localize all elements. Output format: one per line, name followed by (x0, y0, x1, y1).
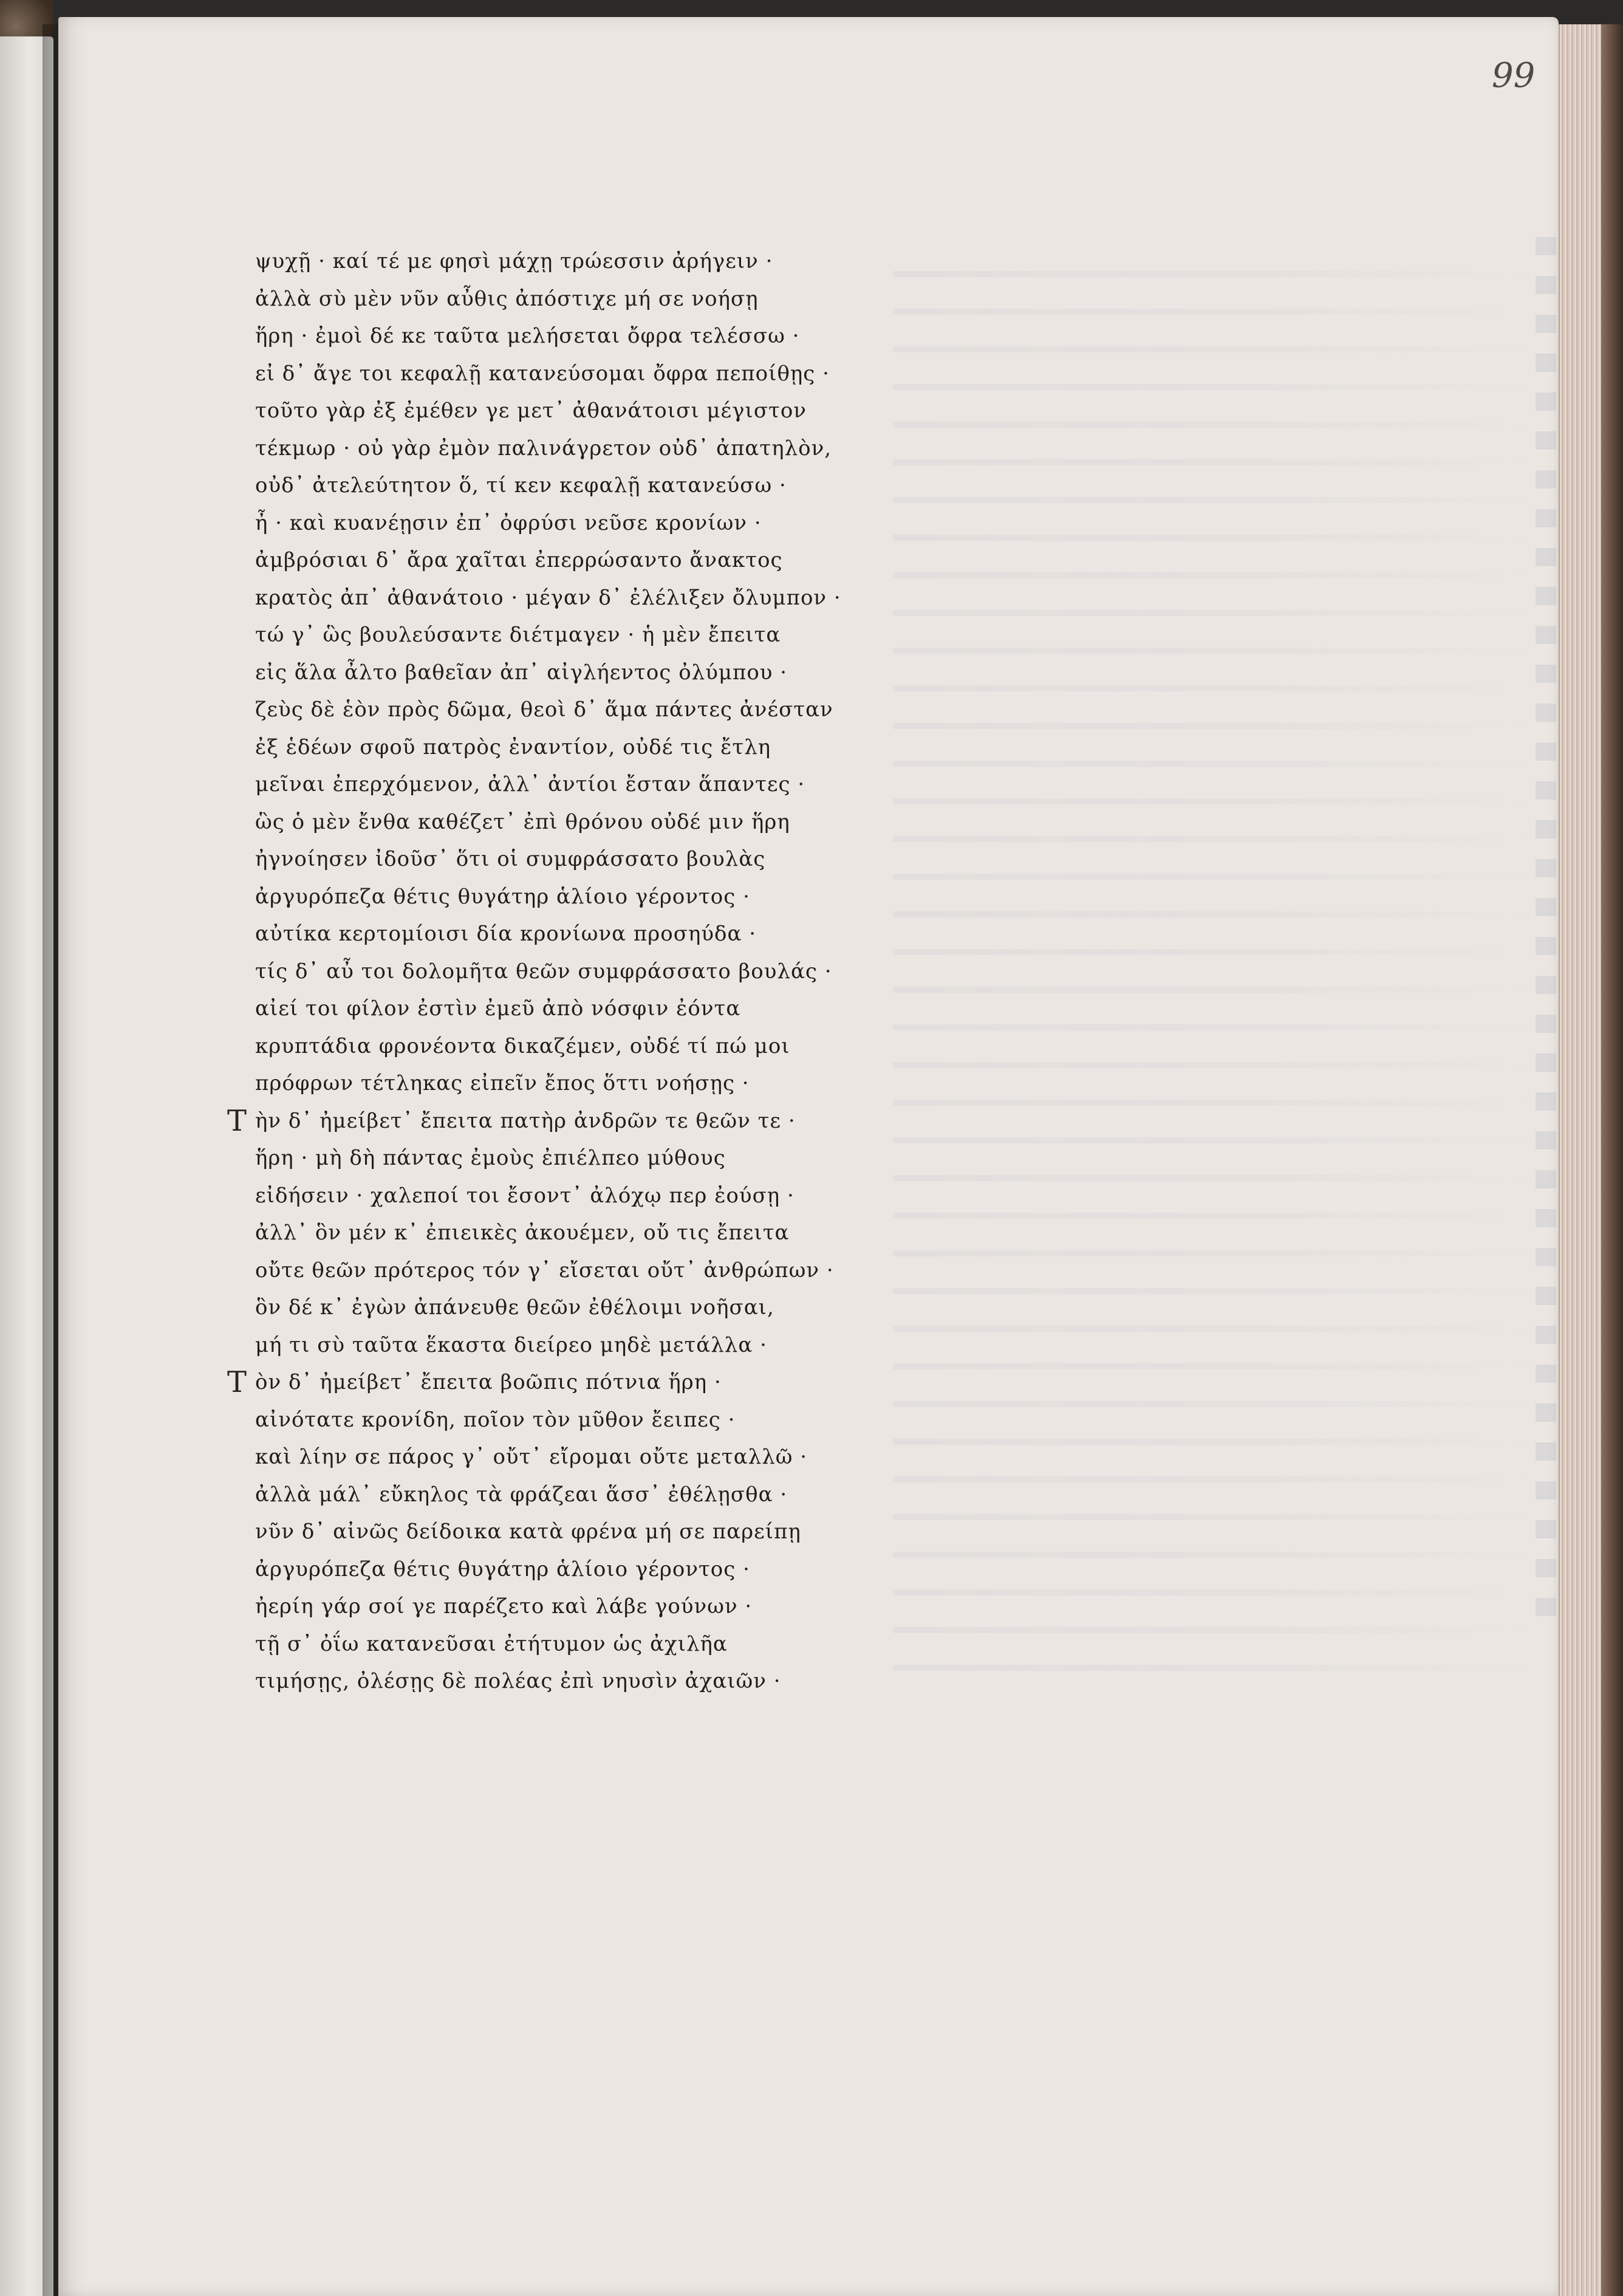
line-text: ἀμβρόσιαι δ᾽ ἄρα χαῖται ἐπερρώσαντο ἄνακτος (255, 548, 783, 572)
line-text: ἀλλὰ σὺ μὲν νῦν αὖθις ἀπόστιχε μή σε νοήσῃ (255, 286, 759, 311)
line-text: ζεὺς δὲ ἑὸν πρὸς δῶμα, θεοὶ δ᾽ ἅμα πάντες ἀνέσταν (255, 697, 833, 722)
text-line (255, 1028, 1020, 1066)
text-line (255, 505, 1020, 543)
text-line (255, 654, 1020, 692)
line-text: ὣς ὁ μὲν ἔνθα καθέζετ᾽ ἐπὶ θρόνου οὐδέ μιν ἥρη (255, 809, 790, 834)
text-line (255, 916, 1020, 953)
line-text: κρυπτάδια φρονέοντα δικαζέμεν, οὐδέ τί πώ μοι (255, 1033, 790, 1058)
text-line (255, 691, 1020, 729)
text-line (255, 355, 1020, 393)
text-line (255, 542, 1020, 580)
show-through-margin (1536, 237, 1556, 1634)
text-line (255, 392, 1020, 430)
text-line (255, 729, 1020, 767)
line-text: ἐξ ἑδέων σφοῦ πατρὸς ἐναντίον, οὐδέ τις ἔτλη (255, 735, 771, 759)
text-line (255, 953, 1020, 991)
line-text: τοῦτο γὰρ ἐξ ἐμέθεν γε μετ᾽ ἀθανάτοισι μέγιστον (255, 399, 807, 423)
line-text: αἰνότατε κρονίδη, ποῖον τὸν μῦθον ἔειπες · (255, 1407, 736, 1432)
line-text: τῇ σ᾽ ὀΐω κατανεῦσαι ἐτήτυμον ὡς ἀχιλῆα (255, 1631, 728, 1656)
text-line (255, 318, 1020, 355)
initial-letter: Τ (227, 1103, 248, 1138)
text-line (255, 1065, 1020, 1103)
text-line (255, 1252, 1020, 1290)
line-text: μεῖναι ἐπερχόμενον, ἀλλ᾽ ἀντίοι ἔσταν ἅπαντες · (255, 772, 805, 797)
text-line (255, 1289, 1020, 1327)
text-line (255, 766, 1020, 804)
line-text: ὸν δ᾽ ἠμείβετ᾽ ἔπειτα βοῶπις πότνια ἥρη · (255, 1370, 722, 1394)
text-line (255, 281, 1020, 318)
text-line (255, 580, 1020, 617)
line-text: ἠερίη γάρ σοί γε παρέζετο καὶ λάβε γούνων · (255, 1594, 753, 1619)
book-cover-edge (1601, 24, 1623, 2296)
text-line (255, 617, 1020, 654)
initial-letter: Τ (227, 1365, 248, 1399)
line-text: πρόφρων τέτληκας εἰπεῖν ἔπος ὅττι νοήσῃς · (255, 1071, 750, 1095)
line-text: οὐδ᾽ ἀτελεύτητον ὅ, τί κεν κεφαλῇ κατανεύσω · (255, 473, 787, 498)
text-line (255, 1439, 1020, 1476)
text-line (255, 1551, 1020, 1589)
line-text: τέκμωρ · οὐ γὰρ ἐμὸν παλινάγρετον οὐδ᾽ ἀπατηλὸν, (255, 436, 832, 461)
text-line (255, 879, 1020, 916)
line-text: αὐτίκα κερτομίοισι δία κρονίωνα προσηύδα · (255, 922, 757, 946)
line-text: κρατὸς ἀπ᾽ ἀθανάτοιο · μέγαν δ᾽ ἐλέλιξεν ὄλυμπον · (255, 585, 841, 610)
text-line (255, 804, 1020, 841)
line-text: αἰεί τοι φίλον ἐστὶν ἐμεῦ ἀπὸ νόσφιν ἐόντα (255, 996, 741, 1021)
line-text: ἦ · καὶ κυανέῃσιν ἐπ᾽ ὀφρύσι νεῦσε κρονίων · (255, 510, 762, 535)
greek-text-block (227, 243, 1020, 1701)
text-line (255, 1140, 1020, 1177)
line-text: ἥρη · μὴ δὴ πάντας ἐμοὺς ἐπιέλπεο μύθους (255, 1146, 726, 1170)
line-text: εἰς ἅλα ἆλτο βαθεῖαν ἀπ᾽ αἰγλήεντος ὀλύμπου · (255, 660, 788, 685)
text-line (227, 1364, 1020, 1402)
line-text: ἠγνοίησεν ἰδοῦσ᾽ ὅτι οἱ συμφράσσατο βουλὰς (255, 847, 766, 871)
line-text: μή τι σὺ ταῦτα ἕκαστα διείρεο μηδὲ μετάλλα · (255, 1332, 767, 1357)
page-fore-edge (1559, 24, 1602, 2296)
text-line (255, 990, 1020, 1028)
text-line (255, 1476, 1020, 1514)
line-text: τιμήσῃς, ὀλέσῃς δὲ πολέας ἐπὶ νηυσὶν ἀχαιῶν · (255, 1669, 781, 1693)
text-line (255, 1177, 1020, 1215)
text-line (255, 1402, 1020, 1439)
line-text: ὃν δέ κ᾽ ἐγὼν ἀπάνευθε θεῶν ἐθέλοιμι νοῆσαι, (255, 1295, 774, 1320)
text-line (255, 1513, 1020, 1551)
line-text: καὶ λίην σε πάρος γ᾽ οὔτ᾽ εἴρομαι οὔτε μεταλλῶ · (255, 1445, 808, 1469)
line-text: τίς δ᾽ αὖ τοι δολομῆτα θεῶν συμφράσσατο βουλάς · (255, 959, 832, 984)
line-text: οὔτε θεῶν πρότερος τόν γ᾽ εἴσεται οὔτ᾽ ἀνθρώπων · (255, 1258, 834, 1283)
text-line (255, 467, 1020, 505)
line-text: ἀλλὰ μάλ᾽ εὔκηλος τὰ φράζεαι ἅσσ᾽ ἐθέλῃσθα · (255, 1482, 788, 1507)
line-text: εἰδήσειν · χαλεποί τοι ἔσοντ᾽ ἀλόχῳ περ ἐούσῃ · (255, 1183, 794, 1208)
text-line (255, 841, 1020, 879)
line-text: εἰ δ᾽ ἄγε τοι κεφαλῇ κατανεύσομαι ὄφρα πεποίθῃς · (255, 361, 830, 386)
line-text: ἀργυρόπεζα θέτις θυγάτηρ ἁλίοιο γέροντος · (255, 1557, 750, 1581)
line-text: ὴν δ᾽ ἠμείβετ᾽ ἔπειτα πατὴρ ἀνδρῶν τε θεῶν τε · (255, 1108, 796, 1133)
line-text: ψυχῇ · καί τέ με φησὶ μάχῃ τρώεσσιν ἀρήγειν · (255, 249, 773, 273)
line-text: τώ γ᾽ ὣς βουλεύσαντε διέτμαγεν · ἡ μὲν ἔπειτα (255, 623, 781, 647)
line-text: ἀργυρόπεζα θέτις θυγάτηρ ἁλίοιο γέροντος · (255, 884, 750, 909)
text-line (255, 243, 1020, 281)
text-line (227, 1103, 1020, 1140)
line-text: ἀλλ᾽ ὃν μέν κ᾽ ἐπιεικὲς ἀκουέμεν, οὔ τις ἔπειτα (255, 1221, 790, 1245)
text-line (255, 1327, 1020, 1365)
text-line (255, 430, 1020, 468)
text-line (255, 1588, 1020, 1626)
text-line (255, 1626, 1020, 1664)
folio-number: 99 (1492, 56, 1536, 95)
text-line (255, 1215, 1020, 1252)
line-text: ἥρη · ἐμοὶ δέ κε ταῦτα μελήσεται ὄφρα τελέσσω · (255, 324, 800, 348)
text-line (255, 1663, 1020, 1701)
line-text: νῦν δ᾽ αἰνῶς δείδοικα κατὰ φρένα μή σε παρείπῃ (255, 1520, 801, 1544)
